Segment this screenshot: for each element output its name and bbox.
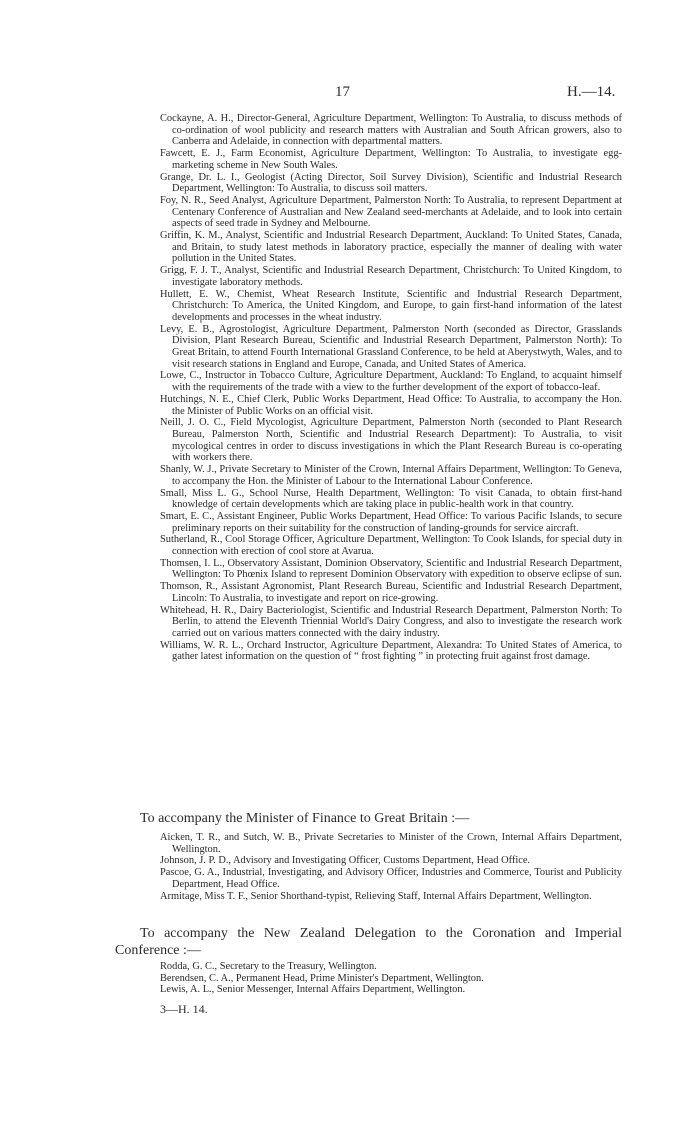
page-signature: 3—H. 14. bbox=[160, 1002, 208, 1016]
list-item: Lewis, A. L., Senior Messenger, Internal Affairs Department, Wellington. bbox=[160, 984, 466, 996]
list-item: Smart, E. C., Assistant Engineer, Public Works Department, Head Office: To various Pacific Islands, to secure preliminary reports on their suitability for the construction of landing-grounds for service aircraft. bbox=[160, 510, 622, 534]
list-item: Griffin, K. M., Analyst, Scientific and Industrial Research Department, Auckland: To United States, Canada, and Britain, to study latest methods in laboratory practice, especially the manner of dealing with water pollution in the United States. bbox=[160, 230, 622, 265]
list-item: Pascoe, G. A., Industrial, Investigating, and Advisory Officer, Industries and Commerce, Tourist and Publicity Department, Head Office. bbox=[160, 867, 622, 890]
list-item: Grange, Dr. L. I., Geologist (Acting Director, Soil Survey Division), Scientific and Industrial Research Department, Wellington: To Australia, to discuss soil matters. bbox=[160, 171, 622, 195]
list-item: Johnson, J. P. D., Advisory and Investigating Officer, Customs Department, Head Office. bbox=[160, 855, 531, 867]
list-item: Small, Miss L. G., School Nurse, Health Department, Wellington: To visit Canada, to obtain first-hand knowledge of certain developments which are taking place in public-health work in that country. bbox=[160, 487, 622, 511]
list-item: Rodda, G. C., Secretary to the Treasury, Wellington. bbox=[160, 961, 377, 972]
finance-entries-list bbox=[160, 832, 622, 902]
list-item: Berendsen, C. A., Permanent Head, Prime Minister's Department, Wellington. bbox=[160, 972, 484, 984]
travel-entries-list bbox=[160, 113, 622, 663]
list-item: Hullett, E. W., Chemist, Wheat Research Institute, Scientific and Industrial Research Department, Christchurch: To America, the United Kingdom, and Europe, to gain first-hand information of the latest developments and processes in the wheat industry. bbox=[160, 288, 622, 323]
list-item: Thomsen, I. L., Observatory Assistant, Dominion Observatory, Scientific and Industrial Research Department, Wellington: To Phœnix Island to represent Dominion Observatory with expedition to observe eclipse of sun. bbox=[160, 557, 622, 581]
section-heading-coronation: To accompany the New Zealand Delegation to the Coronation and Imperial Conference :— bbox=[115, 926, 622, 958]
coronation-entries-list bbox=[160, 961, 622, 996]
document-reference: H.—14. bbox=[567, 84, 616, 100]
list-item: Shanly, W. J., Private Secretary to Minister of the Crown, Internal Affairs Department, Wellington: To Geneva, to accompany the Hon. the Minister of Labour to the International Labour Conference. bbox=[160, 464, 622, 487]
list-item: Cockayne, A. H., Director-General, Agriculture Department, Wellington: To Australia, to discuss methods of co-ordination of wool publicity and research matters with Australian and South African growers, also to Canberra and Adelaide, in connection with departmental matters. bbox=[160, 113, 622, 148]
list-item: Foy, N. R., Seed Analyst, Agriculture Department, Palmerston North: To Australia, to represent Department at Centenary Conference of Australian and New Zealand seed-merchants at Adelaide, and to look into certain aspects of seed trade in Sydney and Melbourne. bbox=[160, 194, 622, 230]
list-item: Williams, W. R. L., Orchard Instructor, Agriculture Department, Alexandra: To United States of America, to gather latest information on the question of “ frost fighting ” in protecting fruit against frost damage. bbox=[160, 639, 622, 663]
list-item: Neill, J. O. C., Field Mycologist, Agriculture Department, Palmerston North (seconded to Plant Research Bureau, Palmerston North, Scientific and Industrial Research Department): To Australia, to visit mycological centres in order to discuss investigations in which the Plant Research Bureau is co-operating with workers there. bbox=[160, 417, 622, 464]
list-item: Hutchings, N. E., Chief Clerk, Public Works Department, Head Office: To Australia, to accompany the Hon. the Minister of Public Works on an official visit. bbox=[160, 393, 622, 417]
list-item: Armitage, Miss T. F., Senior Shorthand-typist, Relieving Staff, Internal Affairs Department, Wellington. bbox=[160, 890, 592, 902]
section-heading-finance: To accompany the Minister of Finance to Great Britain :— bbox=[140, 811, 470, 826]
list-item: Thomson, R., Assistant Agronomist, Plant Research Bureau, Scientific and Industrial Research Department, Lincoln: To Australia, to investigate and report on rice-growing. bbox=[160, 581, 622, 604]
list-item: Levy, E. B., Agrostologist, Agriculture Department, Palmerston North (seconded as Director, Grasslands Division, Plant Research Bureau, Scientific and Industrial Research Department, Palmerston North): To Great Britain, to attend Fourth International Grassland Conference, to be held at Aberystwyth, Wales, and to visit research stations in England and Europe, Canada, and United States of America. bbox=[160, 323, 622, 370]
list-item: Grigg, F. J. T., Analyst, Scientific and Industrial Research Department, Christchurch: To United Kingdom, to investigate laboratory methods. bbox=[160, 265, 622, 288]
page-number: 17 bbox=[335, 84, 350, 100]
list-item: Fawcett, E. J., Farm Economist, Agriculture Department, Wellington: To Australia, to investigate egg-marketing scheme in New South Wales. bbox=[160, 148, 622, 171]
list-item: Whitehead, H. R., Dairy Bacteriologist, Scientific and Industrial Research Department, Palmerston North: To Berlin, to attend the Eleventh Triennial World's Dairy Congress, and also to investigate the research work carried out on various matters connected with the dairy industry. bbox=[160, 604, 622, 639]
list-item: Lowe, C., Instructor in Tobacco Culture, Agriculture Department, Auckland: To England, to acquaint himself with the requirements of the trade with a view to the further development of the export of tobacco-leaf. bbox=[160, 370, 622, 394]
list-item: Sutherland, R., Cool Storage Officer, Agriculture Department, Wellington: To Cook Islands, for special duty in connection with erection of cool store at Avarua. bbox=[160, 534, 622, 558]
list-item: Aicken, T. R., and Sutch, W. B., Private Secretaries to Minister of the Crown, Internal Affairs Department, Wellington. bbox=[160, 832, 622, 855]
